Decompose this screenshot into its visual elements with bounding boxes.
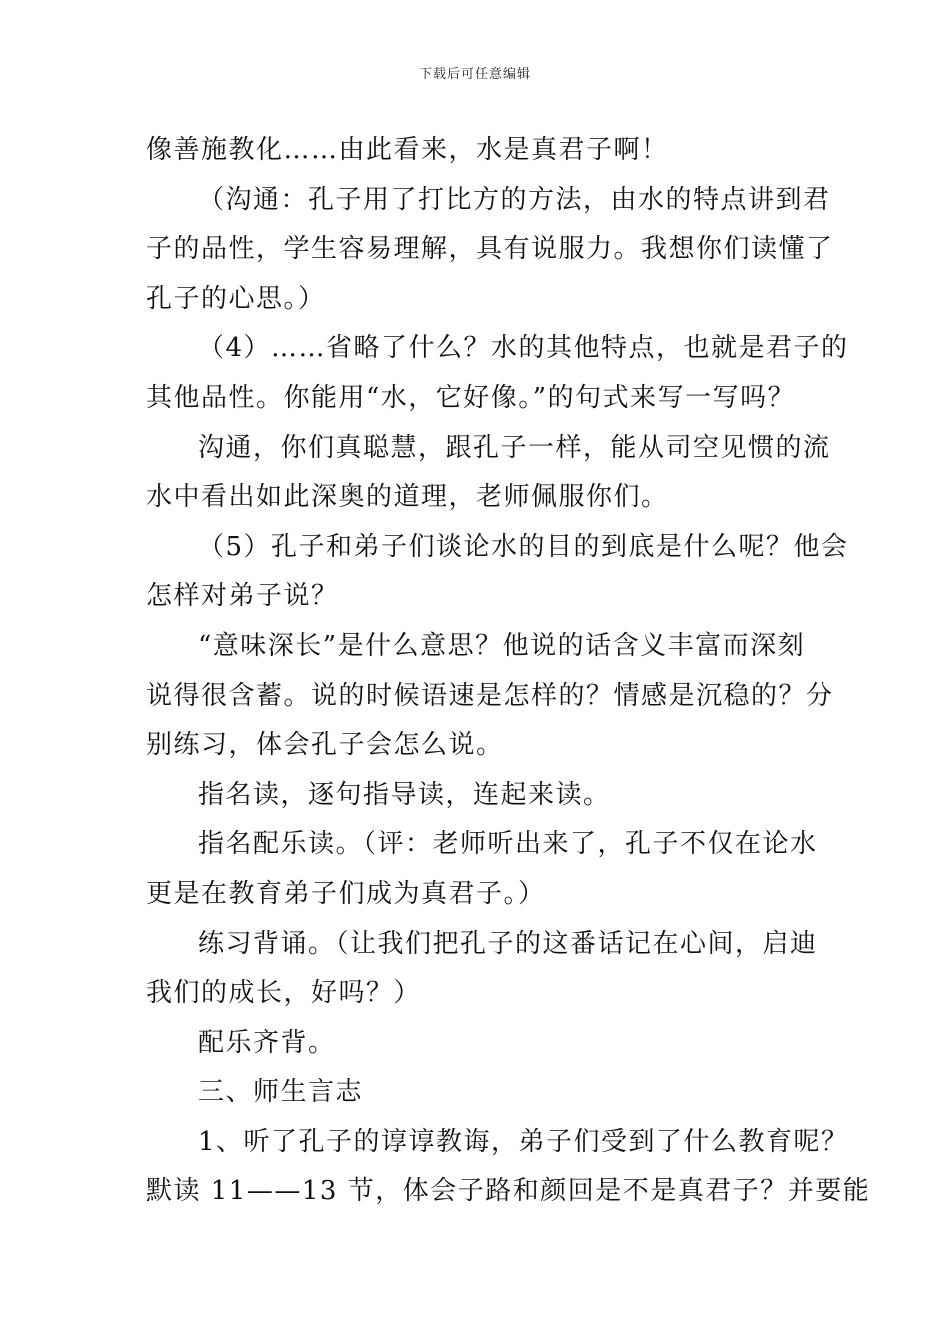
- text-line: 更是在教育弟子们成为真君子。）: [146, 878, 546, 909]
- document-body: [146, 126, 871, 1217]
- text-line: 水中看出如此深奥的道理，老师佩服你们。: [146, 482, 669, 513]
- text-line: 1、听了孔子的谆谆教诲，弟子们受到了什么教育呢？: [198, 1126, 849, 1157]
- text-line: 默读 11——13 节，体会子路和颜回是不是真君子？并要能: [146, 1176, 871, 1207]
- text-line: 孔子的心思。）: [146, 283, 326, 314]
- text-line: （沟通：孔子用了打比方的方法，由水的特点讲到君: [198, 184, 831, 215]
- text-line: 其他品性。你能用“水，它好像。”的句式来写一写吗？: [146, 382, 796, 413]
- text-line: 像善施教化……由此看来，水是真君子啊！: [146, 135, 669, 165]
- text-line: 指名配乐读。（评：老师听出来了，孔子不仅在论水: [198, 829, 818, 860]
- text-line: 子的品性，学生容易理解，具有说服力。我想你们读懂了: [146, 234, 834, 265]
- section-heading: 三、师生言志: [198, 1077, 364, 1108]
- text-line: 指名读，逐句指导读，连起来读。: [198, 779, 611, 810]
- text-line: 练习背诵。（让我们把孔子的这番话记在心间，启迪: [198, 928, 818, 959]
- text-line: 我们的成长，好吗？）: [146, 978, 422, 1009]
- text-line: 说得很含蓄。说的时候语速是怎样的？情感是沉稳的？分: [146, 680, 834, 711]
- text-line: “意味深长”是什么意思？他说的话含义丰富而深刻: [198, 630, 806, 661]
- page-header: 下载后可任意编辑: [418, 67, 531, 82]
- text-line: 沟通，你们真聪慧，跟孔子一样，能从司空见惯的流: [198, 432, 831, 463]
- text-line: （4）……省略了什么？水的其他特点，也就是君子的: [198, 333, 849, 364]
- text-line: （5）孔子和弟子们谈论水的目的到底是什么呢？他会: [198, 531, 849, 562]
- text-line: 怎样对弟子说？: [146, 581, 339, 612]
- text-line: 配乐齐背。: [198, 1027, 336, 1058]
- text-line: 别练习，体会孔子会怎么说。: [146, 730, 504, 761]
